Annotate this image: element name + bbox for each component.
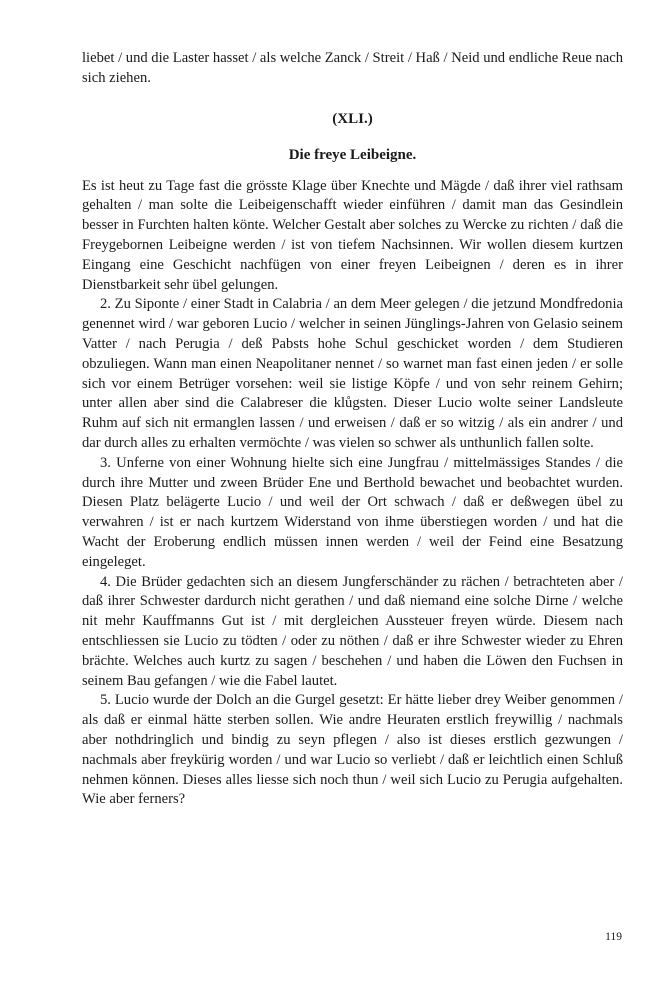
page-body <box>82 49 623 810</box>
paragraph-intro: Es ist heut zu Tage fast die grösste Klage über Knechte und Mägde / daß ihrer viel rathsam gehalten / man solte die Leibeigenschafft wieder einführen / damit man das Gesindlein besser in Furchten halten könte. Welcher Gestalt aber solches zu Wercke zu richten / daß die Freygebornen Leibeigne werden / ist von tiefem Nachsinnen. Wir wollen diesem kurtzen Eingang eine Geschicht nachfügen von einer freyen Leibeignen / deren es in ihrer Dienstbarkeit sehr übel gelungen. <box>82 177 623 293</box>
chapter-title: Die freye Leibeigne. <box>288 146 417 163</box>
page-number: 119 <box>605 931 622 943</box>
chapter-number: (XLI.) <box>332 110 373 127</box>
paragraph-5: 5. Lucio wurde der Dolch an die Gurgel gesetzt: Er hätte lieber drey Weiber genommen / als daß er einmal hätte sterben sollen. Wie andre Heuraten erstlich freywillig / nachmals aber nothdringlich und bindig zu seyn pflegen / also ist dieses erstlich gezwungen / nachmals aber freykürig worden / und war Lucio so verliebt / daß er leichtlich einen Schluß nehmen können. Dieses alles liesse sich noch thun / weil sich Lucio zu Perugia aufgehalten. Wie aber ferners? <box>82 692 623 808</box>
paragraph-3: 3. Unferne von einer Wohnung hielte sich eine Jungfrau / mittelmässiges Standes / die durch ihre Mutter und zween Brüder Ene und Berthold bewachet und beobachtet wurden. Diesen Platz belägerte Lucio / und weil der Ort schwach / daß er deßwegen übel zu verwahren / ist er nach kurtzem Widerstand von ihme überstiegen worden / und hat die Wacht der Eroberung endlich müssen innen werden / weil der Feind eine Besatzung eingeleget. <box>82 454 623 570</box>
paragraph-2: 2. Zu Siponte / einer Stadt in Calabria / an dem Meer gelegen / die jetzund Mondfredonia genennet wird / war geboren Lucio / welcher in seinen Jünglings-Jahren von Gelasio seinem Vatter / nach Perugia / deß Pabsts hohe Schul geschicket worden / dem Studieren obzuliegen. Wann man einen Neapolitaner nennet / so warnet man fast einen jeden / er solle sich vor einem Betrüger vorsehen: weil sie listige Köpfe / und von sehr reinem Gehirn; unter allen aber sind die Calabreser die klůgsten. Dieser Lucio wolte seiner Landsleute Ruhm auf sich nit ermanglen lassen / und erweisen / daß er so witzig / als ein andrer / und dar durch alles zu erhalten vermöchte / was vielen so schwer als unthunlich fallen solte. <box>82 296 623 451</box>
paragraph-4: 4. Die Brüder gedachten sich an diesem Jungferschänder zu rächen / betrachteten aber / daß ihrer Schwester dardurch nicht gerathen / und daß niemand eine solche Dirne / welche nit mehr Kauffmanns Gut ist / mit dergleichen Aussteuer freyen würde. Diesem nach entschliessen sie Lucio zu tödten / oder zu nöthen / daß er ihre Schwester wieder zu Ehren brächte. Welches auch kurtz zu sagen / beschehen / und haben die Löwen den Fuchsen in seinem Bau gefangen / wie die Fabel lautet. <box>82 573 623 689</box>
opening-fragment: liebet / und die Laster hasset / als welche Zanck / Streit / Haß / Neid und endliche Reue nach sich ziehen. <box>82 50 624 86</box>
